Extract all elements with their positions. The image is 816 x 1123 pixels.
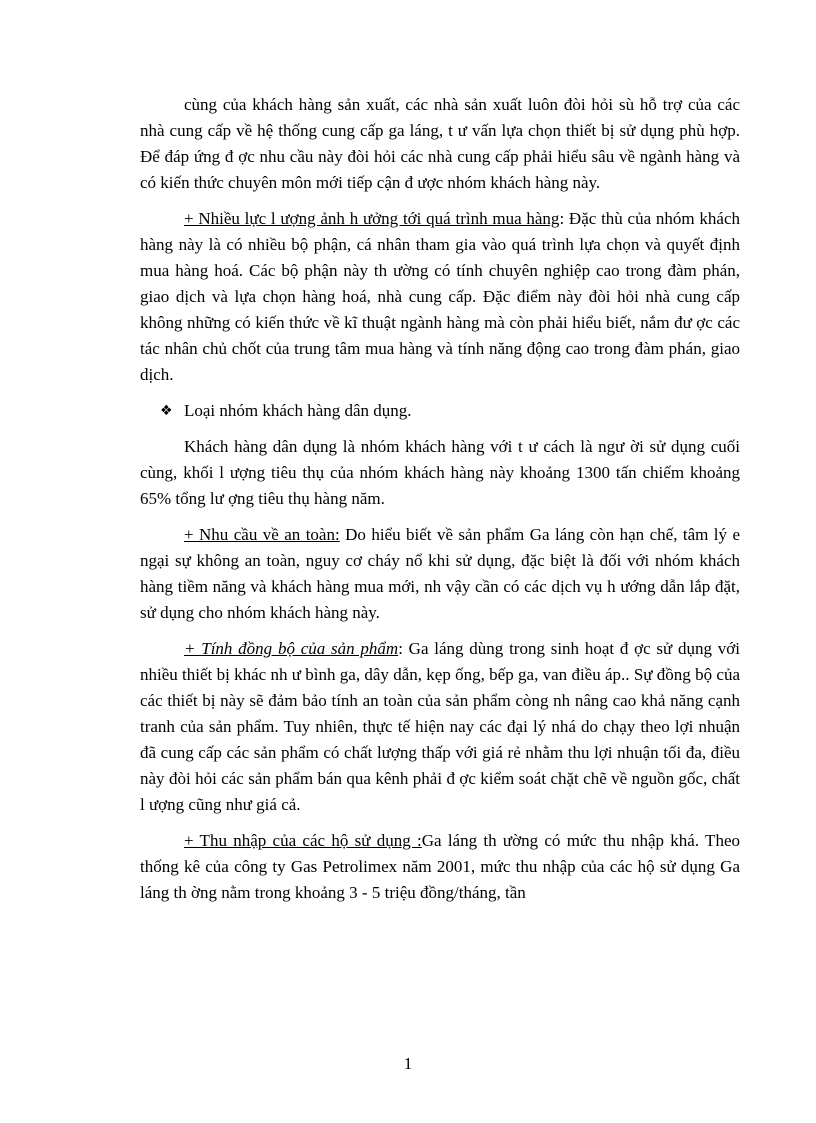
section-bullet — [140, 398, 740, 424]
paragraph-2-heading: + Nhiều lực l ượng ảnh h ưởng tới quá trình mua hàng — [184, 209, 560, 228]
paragraph-5 — [140, 636, 740, 818]
page-number: 1 — [403, 1054, 413, 1073]
paragraph-2 — [140, 206, 740, 388]
paragraph-4-heading: + Nhu cầu về an toàn: — [184, 525, 340, 544]
paragraph-4 — [140, 522, 740, 626]
bullet-text: Loại nhóm khách hàng dân dụng. — [184, 401, 412, 420]
paragraph-5-body: : Ga láng dùng trong sinh hoạt đ ợc sử dụng với nhiều thiết bị khác nh ư bình ga, dây dẫn, kẹp ống, bếp ga, van điều áp.. Sự đồng bộ của các thiết bị này sẽ đảm bảo tính an toàn của sản phẩm còng nh nâng cao khả năng cạnh tranh của sản phẩm. Tuy nhiên, thực tế hiện nay các đại lý nhá do chạy theo lợi nhuận đã cung cấp các sản phẩm có chất lượng thấp với giá rẻ nhằm thu lợi nhuận tối đa, điều này đòi hỏi các sản phẩm bán qua kênh phải đ ợc kiểm soát chặt chẽ về nguồn gốc, chất l ượng cũng như giá cả. — [140, 639, 740, 814]
paragraph-6-heading: + Thu nhập của các hộ sử dụng : — [184, 831, 422, 850]
paragraph-6 — [140, 828, 740, 906]
paragraph-2-body: : Đặc thù của nhóm khách hàng này là có nhiều bộ phận, cá nhân tham gia vào quá trình lựa chọn và quyết định mua hàng hoá. Các bộ phận này th ường có tính chuyên nghiệp cao trong đàm phán, giao dịch và lựa chọn hàng hoá, nhà cung cấp. Đặc điểm này đòi hỏi nhà cung cấp không những có kiến thức về kĩ thuật ngành hàng mà còn phải hiểu biết, nắm đư ợc các tác nhân chủ chốt của trung tâm mua hàng và tính năng động cao trong đàm phán, giao dịch. — [140, 209, 741, 384]
paragraph-5-heading: + Tính đồng bộ của sản phẩm — [184, 639, 399, 658]
diamond-flower-icon: ❖ — [160, 403, 173, 419]
paragraph-3: Khách hàng dân dụng là nhóm khách hàng với t ư cách là ngư ời sử dụng cuối cùng, khối l ượng tiêu thụ của nhóm khách hàng này khoảng 1300 tấn chiếm khoảng 65% tổng lư ợng tiêu thụ hàng năm. — [140, 437, 740, 508]
paragraph-1: cùng của khách hàng sản xuất, các nhà sản xuất luôn đòi hỏi sù hỗ trợ của các nhà cung cấp về hệ thống cung cấp ga láng, t ư vấn lựa chọn thiết bị sử dụng phù hợp. Để đáp ứng đ ợc nhu cầu này đòi hỏi các nhà cung cấp phải hiểu sâu về ngành hàng và có kiến thức chuyên môn mới tiếp cận đ ược nhóm khách hàng này. — [140, 95, 740, 192]
paragraph-4-body: Do hiểu biết về sản phẩm Ga láng còn hạn chế, tâm lý e ngại sự không an toàn, nguy cơ cháy nổ khi sử dụng, đặc biệt là đối với nhóm khách hàng tiềm năng và khách hàng mua mới, nh vậy cần có các dịch vụ h ướng dẫn lắp đặt, sử dụng cho nhóm khách hàng này. — [140, 525, 740, 622]
document-body — [140, 92, 740, 916]
paragraph-6-body: Ga láng th ường có mức thu nhập khá. Theo thống kê của công ty Gas Petrolimex năm 2001, mức thu nhập của các hộ sử dụng Ga láng th ờng nằm trong khoảng 3 - 5 triệu đồng/tháng, tần — [140, 831, 740, 902]
